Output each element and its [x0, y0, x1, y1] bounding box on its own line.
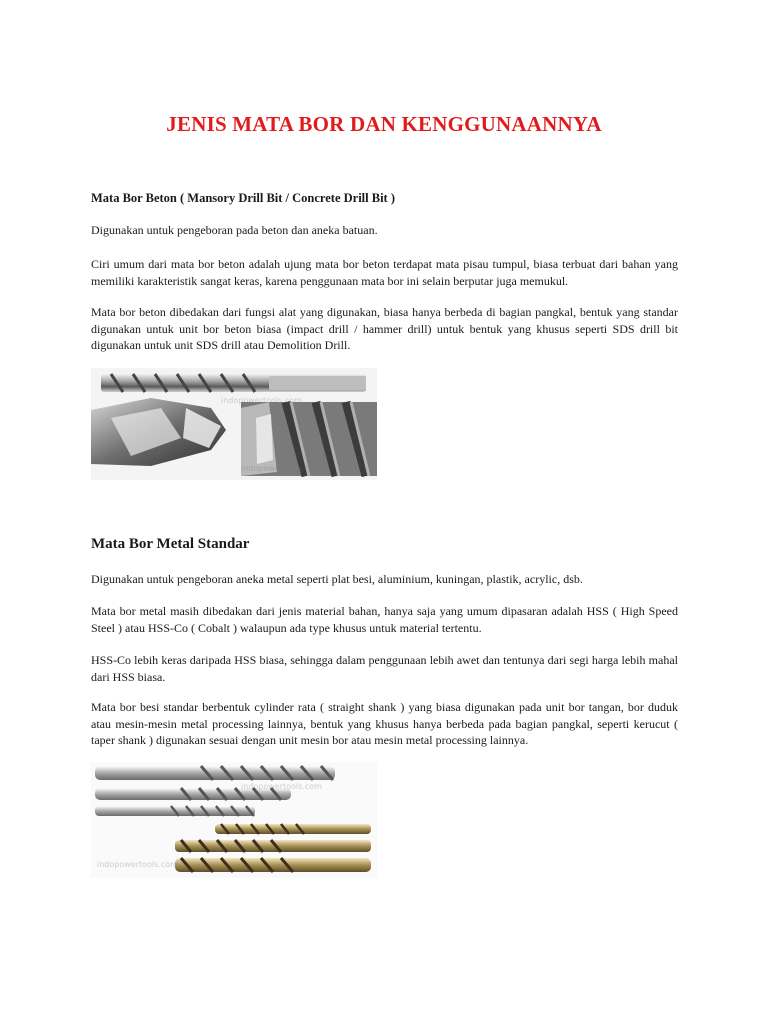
concrete-drill-bit-illustration — [91, 368, 377, 480]
section-heading-beton: Mata Bor Beton ( Mansory Drill Bit / Concrete Drill Bit ) — [91, 191, 395, 205]
paragraph-metal-1: Digunakan untuk pengeboran aneka metal seperti plat besi, aluminium, kuningan, plastik, acrylic, dsb. — [91, 572, 583, 586]
paragraph-metal-4: Mata bor besi standar berbentuk cylinder rata ( straight shank ) yang biasa digunakan pada unit bor tangan, bor duduk atau mesin-mesin metal processing lainnya, bentuk yang khusus hanya berbeda pada bagian pangkal, seperti kerucut ( taper shank ) digunakan sesuai dengan unit mesin bor atau mesin metal processing lainnya. — [91, 700, 678, 747]
section-heading-metal: Mata Bor Metal Standar — [91, 536, 250, 552]
watermark-text: indopowertools.com — [97, 860, 178, 869]
paragraph-metal-2: Mata bor metal masih dibedakan dari jenis material bahan, hanya saja yang umum dipasaran adalah HSS ( High Speed Steel ) atau HSS-Co ( Cobalt ) walaupun ada type khusus untuk material tertentu. — [91, 604, 678, 635]
paragraph-beton-1: Digunakan untuk pengeboran pada beton dan aneka batuan. — [91, 223, 378, 237]
watermark-text: indopowertools.com — [241, 464, 322, 473]
paragraph-beton-3: Mata bor beton dibedakan dari fungsi alat yang digunakan, biasa hanya berbeda di bagian pangkal, bentuk yang standar digunakan untuk unit bor beton biasa (impact drill / hammer drill) untuk bentuk yang khusus seperti SDS drill bit digunakan untuk unit SDS drill atau Demolition Drill. — [91, 305, 678, 352]
watermark-text: indopowertools.com — [221, 396, 302, 405]
paragraph-beton-2: Ciri umum dari mata bor beton adalah ujung mata bor beton terdapat mata pisau tumpul, biasa terbuat dari bahan yang memiliki karakteristik sangat keras, karena penggunaan mata bor ini selain berputar juga memukul. — [91, 257, 678, 288]
metal-drill-bits-image — [91, 762, 377, 878]
concrete-drill-bit-image — [91, 368, 377, 480]
paragraph-metal-3: HSS-Co lebih keras daripada HSS biasa, sehingga dalam penggunaan lebih awet dan tentunya dari segi harga lebih mahal dari HSS biasa. — [91, 653, 678, 684]
watermark-text: indopowertools.com — [241, 782, 322, 791]
document-title: JENIS MATA BOR DAN KENGGUNAANNYA — [166, 112, 602, 136]
